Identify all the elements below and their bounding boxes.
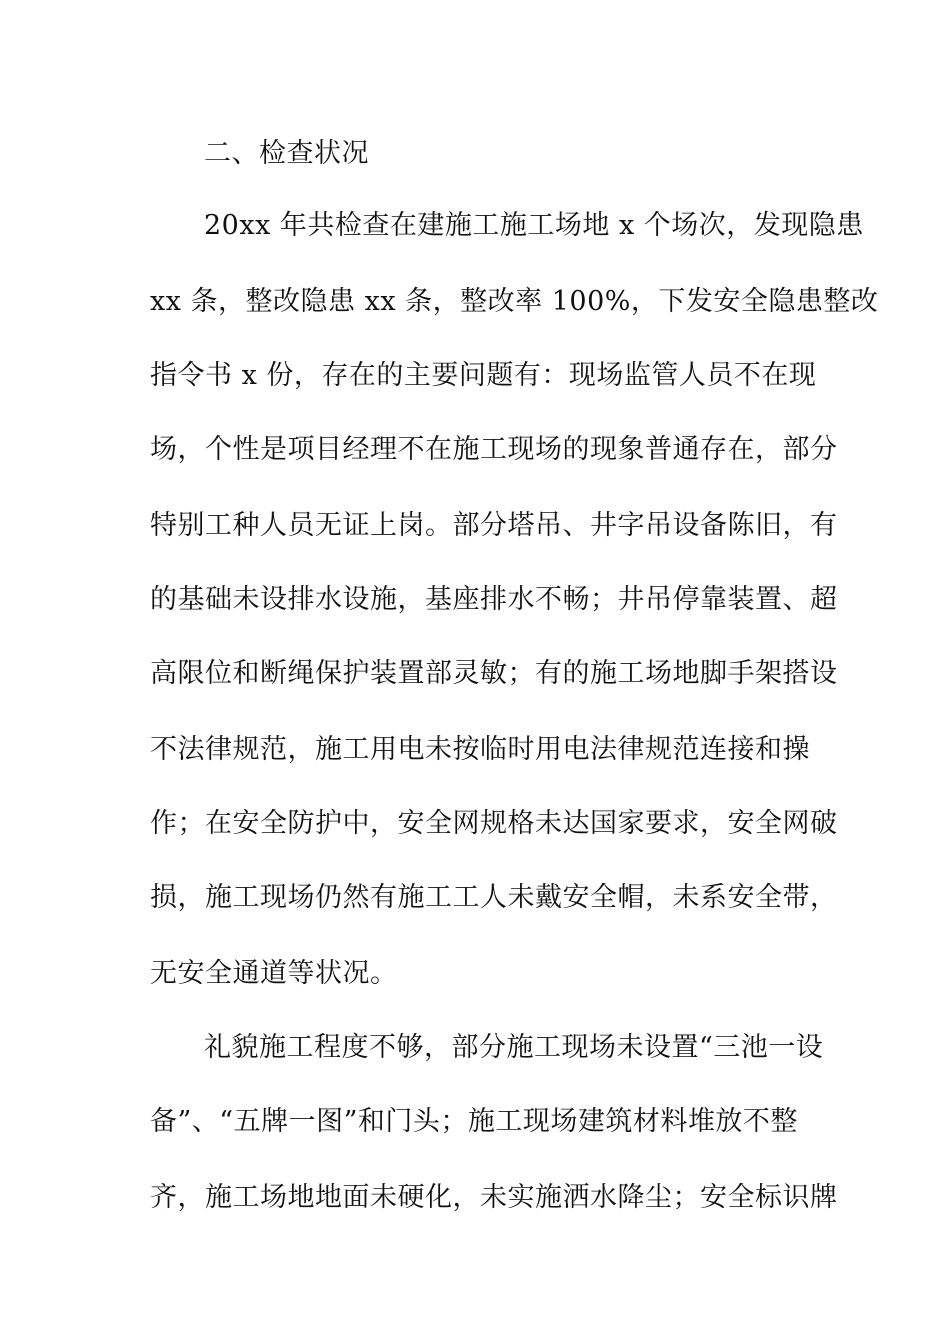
paragraph-1-line: 作；在安全防护中，安全网规格未达国家要求，安全网破 xyxy=(150,808,838,839)
paragraph-2-line: 备”、“五牌一图”和门头；施工现场建筑材料堆放不整 xyxy=(150,1106,798,1137)
paragraph-1-line: 损，施工现场仍然有施工工人未戴安全帽，未系安全带， xyxy=(150,882,838,913)
paragraph-1-line: 指令书 x 份，存在的主要问题有：现场监管人员不在现 xyxy=(150,360,817,391)
paragraph-1-line: 特别工种人员无证上岗。部分塔吊、井字吊设备陈旧，有 xyxy=(150,510,838,541)
paragraph-1-line: 的基础未设排水设施，基座排水不畅；井吊停靠装置、超 xyxy=(150,584,838,615)
paragraph-1-line: 20xx 年共检查在建施工施工场地 x 个场次，发现隐患 xyxy=(204,210,864,241)
paragraph-1-line: 不法律规范，施工用电未按临时用电法律规范连接和操 xyxy=(150,734,810,765)
paragraph-2-line: 礼貌施工程度不够，部分施工现场未设置“三池一设 xyxy=(204,1032,824,1063)
section-heading: 二、检查状况 xyxy=(204,138,369,169)
paragraph-2-line: 齐，施工场地地面未硬化，未实施洒水降尘；安全标识牌 xyxy=(150,1182,838,1213)
paragraph-1-line: 场，个性是项目经理不在施工现场的现象普通存在，部分 xyxy=(150,434,838,465)
paragraph-1-line: 无安全通道等状况。 xyxy=(150,958,398,989)
paragraph-1-line: xx 条，整改隐患 xx 条，整改率 100%，下发安全隐患整改 xyxy=(150,286,879,317)
paragraph-1-line: 高限位和断绳保护装置部灵敏；有的施工场地脚手架搭设 xyxy=(150,658,838,689)
